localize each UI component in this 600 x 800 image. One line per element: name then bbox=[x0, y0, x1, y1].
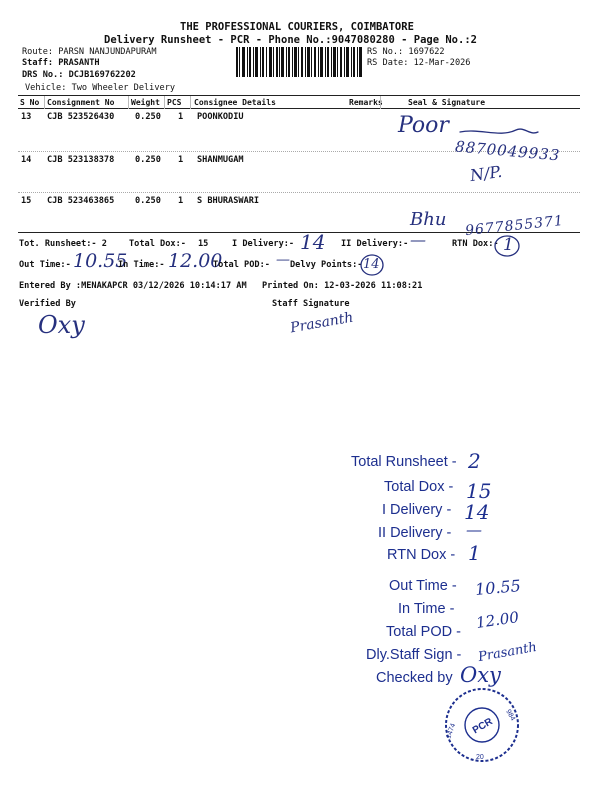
total-dox-value: 15 bbox=[198, 239, 209, 249]
staff-signature-label: Staff Signature bbox=[272, 299, 350, 309]
row-divider bbox=[18, 192, 580, 193]
row-consignment: CJB 523138378 bbox=[47, 155, 115, 165]
seal-text: 984 bbox=[504, 708, 517, 723]
stamp-ii-delivery-value: — bbox=[466, 520, 482, 539]
ii-delivery-label: II Delivery:- bbox=[341, 239, 409, 249]
stamp-total-dox-label: Total Dox - bbox=[384, 479, 454, 495]
stamp-out-time-label: Out Time - bbox=[389, 578, 457, 594]
row14-note: N/P. bbox=[468, 161, 504, 186]
row-consignee: S BHURASWARI bbox=[197, 196, 260, 206]
rtn-dox-label: RTN Dox:- bbox=[452, 239, 499, 249]
out-time-label: Out Time:- bbox=[19, 260, 71, 270]
verified-by-label: Verified By bbox=[19, 299, 76, 309]
col-header-consignee: Consignee Details bbox=[194, 98, 276, 107]
stamp-in-time-value: 12.00 bbox=[474, 608, 520, 632]
pcr-seal bbox=[440, 683, 524, 767]
entered-by: Entered By :MENAKAPCR 03/12/2026 10:14:17 AM bbox=[19, 281, 247, 291]
row-weight: 0.250 bbox=[135, 196, 161, 206]
stamp-total-runsheet-value: 2 bbox=[468, 449, 481, 473]
in-time-label: In Time:- bbox=[118, 260, 165, 270]
seal-text: 20 bbox=[476, 754, 484, 761]
col-header-seal-signature: Seal & Signature bbox=[408, 98, 486, 107]
row-sno: 14 bbox=[21, 155, 32, 165]
total-dox-label: Total Dox:- bbox=[129, 239, 186, 249]
col-divider bbox=[164, 96, 165, 109]
col-divider bbox=[128, 96, 129, 109]
row-weight: 0.250 bbox=[135, 112, 161, 122]
col-divider bbox=[380, 96, 381, 109]
delvy-points-label: Delvy Points:- bbox=[290, 260, 363, 270]
col-header-consignment: Consignment No bbox=[47, 98, 115, 107]
i-delivery-hw: 14 bbox=[300, 230, 326, 254]
row-consignment: CJB 523526430 bbox=[47, 112, 115, 122]
runsheet-subtitle: Delivery Runsheet - PCR - Phone No.:9047080280 - Page No.:2 bbox=[104, 34, 477, 46]
row-sno: 15 bbox=[21, 196, 32, 206]
route-text: Route: PARSN NANJUNDAPURAM bbox=[22, 47, 157, 57]
ii-delivery-hw: — bbox=[410, 230, 426, 249]
total-pod-label: Total POD:- bbox=[213, 260, 270, 270]
row15-signature: Bhu bbox=[410, 209, 447, 230]
seal-text: 1474 bbox=[445, 722, 458, 740]
row15-phone: 9677855371 bbox=[464, 212, 565, 240]
row-consignment: CJB 523463865 bbox=[47, 196, 115, 206]
seal-text: PCR bbox=[470, 716, 495, 737]
printed-on: Printed On: 12-03-2026 11:08:21 bbox=[262, 281, 423, 291]
row-pcs: 1 bbox=[178, 155, 184, 165]
vehicle-text: Vehicle: Two Wheeler Delivery bbox=[25, 83, 176, 93]
i-delivery-label: I Delivery:- bbox=[232, 239, 295, 249]
col-header-sno: S No bbox=[20, 98, 40, 107]
stamp-dly-staff-sign-label: Dly.Staff Sign - bbox=[366, 647, 462, 663]
row-pcs: 1 bbox=[178, 112, 184, 122]
row14-phone: 8870049933 bbox=[454, 137, 562, 165]
drs-number: DRS No.: DCJB169762202 bbox=[22, 70, 136, 80]
stamp-total-pod-label: Total POD - bbox=[386, 624, 461, 640]
rs-number: RS No.: 1697622 bbox=[367, 47, 445, 57]
out-time-hw: 10.55 bbox=[73, 250, 128, 272]
tot-runsheet: Tot. Runsheet:- 2 bbox=[19, 239, 107, 249]
col-divider bbox=[190, 96, 191, 109]
delvy-points-hw: 14 bbox=[363, 257, 380, 272]
staff-text: Staff: PRASANTH bbox=[22, 58, 100, 68]
table-header-border bbox=[18, 108, 580, 109]
row-consignee: SHANMUGAM bbox=[197, 155, 244, 165]
col-header-remarks: Remarks bbox=[349, 98, 383, 107]
col-header-weight: Weight bbox=[131, 98, 160, 107]
company-title: THE PROFESSIONAL COURIERS, COIMBATORE bbox=[180, 21, 414, 33]
stamp-total-runsheet-label: Total Runsheet - bbox=[351, 454, 457, 470]
stamp-out-time-value: 10.55 bbox=[474, 576, 522, 599]
in-time-hw: 12.00 bbox=[168, 250, 223, 272]
rs-date: RS Date: 12-Mar-2026 bbox=[367, 58, 471, 68]
stamp-in-time-label: In Time - bbox=[398, 601, 455, 617]
row-weight: 0.250 bbox=[135, 155, 161, 165]
staff-signature: Prasanth bbox=[289, 309, 355, 337]
stamp-dly-staff-sign-value: Prasanth bbox=[477, 639, 538, 666]
rtn-dox-hw: 1 bbox=[503, 235, 514, 255]
stamp-ii-delivery-label: II Delivery - bbox=[378, 525, 452, 541]
stamp-checked-by-label: Checked by bbox=[376, 670, 453, 686]
stamp-checked-by-value: Oxy bbox=[460, 663, 501, 687]
stamp-total-dox-value: 15 bbox=[466, 479, 492, 503]
row-consignee: POONKODIU bbox=[197, 112, 244, 122]
col-header-pcs: PCS bbox=[167, 98, 182, 107]
stamp-i-delivery-label: I Delivery - bbox=[382, 502, 452, 518]
total-pod-hw: — bbox=[276, 252, 290, 268]
row-sno: 13 bbox=[21, 112, 32, 122]
stamp-rtn-dox-value: 1 bbox=[468, 541, 481, 565]
col-divider bbox=[44, 96, 45, 109]
verified-by-signature: Oxy bbox=[38, 311, 85, 339]
row-pcs: 1 bbox=[178, 196, 184, 206]
stamp-i-delivery-value: 14 bbox=[464, 500, 490, 524]
row13-signature: Poor bbox=[398, 113, 449, 138]
barcode-image bbox=[236, 47, 363, 77]
stamp-rtn-dox-label: RTN Dox - bbox=[387, 547, 456, 563]
table-top-border bbox=[18, 95, 580, 96]
